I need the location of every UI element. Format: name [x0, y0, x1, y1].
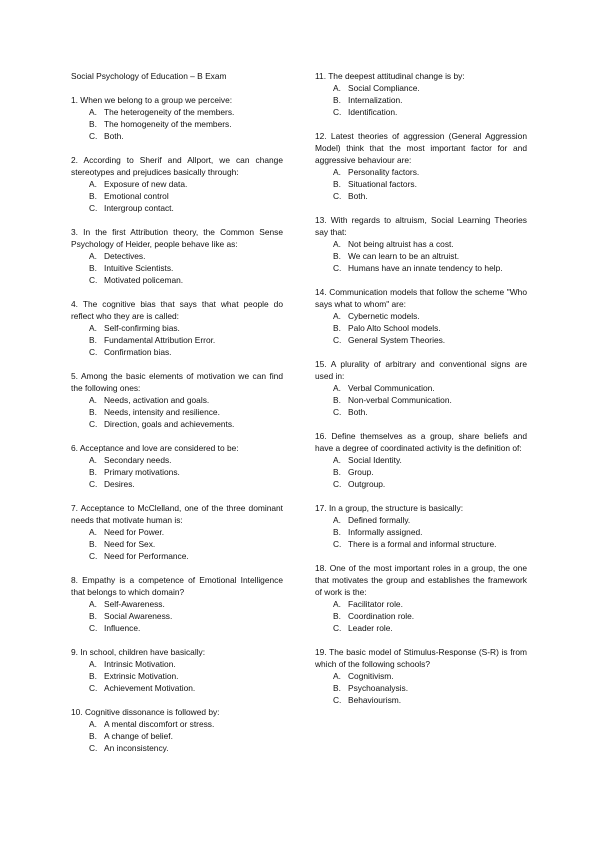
question-stem: 5. Among the basic elements of motivation we can find the following ones: [71, 371, 283, 393]
option-letter: C. [89, 347, 98, 357]
option-text: Defined formally. [348, 515, 411, 525]
answer-option [71, 334, 283, 346]
answer-option [71, 454, 283, 466]
question-14 [315, 286, 527, 346]
answer-option [71, 682, 283, 694]
answer-option [71, 130, 283, 142]
question-7 [71, 502, 283, 562]
option-letter: C. [333, 107, 342, 117]
question-11 [315, 70, 527, 118]
option-text: Outgroup. [348, 479, 386, 489]
question-15 [315, 358, 527, 418]
answer-option [315, 478, 527, 490]
question-stem: 4. The cognitive bias that says that what people do reflect who they are is called: [71, 299, 283, 321]
answer-option [71, 322, 283, 334]
option-letter: B. [333, 611, 341, 621]
answer-option [71, 742, 283, 754]
answer-option [315, 106, 527, 118]
question-2 [71, 154, 283, 214]
question-10 [71, 706, 283, 754]
option-text: Needs, activation and goals. [104, 395, 210, 405]
answer-option [315, 238, 527, 250]
answer-option [315, 166, 527, 178]
option-letter: C. [89, 203, 98, 213]
option-text: Social Identity. [348, 455, 402, 465]
question-stem: 19. The basic model of Stimulus-Response (S-R) is from which of the following schools? [315, 647, 527, 669]
option-text: Motivated policeman. [104, 275, 184, 285]
answer-option [71, 250, 283, 262]
option-letter: B. [333, 467, 341, 477]
option-letter: A. [89, 455, 97, 465]
answer-option [71, 178, 283, 190]
question-18 [315, 562, 527, 634]
option-letter: C. [89, 743, 98, 753]
option-letter: B. [333, 95, 341, 105]
option-letter: B. [333, 251, 341, 261]
option-letter: B. [89, 191, 97, 201]
option-letter: A. [89, 179, 97, 189]
answer-option [315, 538, 527, 550]
option-letter: C. [333, 407, 342, 417]
option-letter: B. [333, 179, 341, 189]
question-8 [71, 574, 283, 634]
answer-option [315, 310, 527, 322]
option-letter: B. [89, 407, 97, 417]
option-text: Need for Performance. [104, 551, 189, 561]
option-text: Verbal Communication. [348, 383, 435, 393]
option-text: Both. [348, 191, 368, 201]
question-stem: 14. Communication models that follow the scheme "Who says what to whom" are: [315, 287, 527, 309]
answer-option [71, 610, 283, 622]
option-text: Psychoanalysis. [348, 683, 409, 693]
answer-option [315, 250, 527, 262]
answer-option [71, 658, 283, 670]
option-text: Primary motivations. [104, 467, 180, 477]
answer-option [315, 598, 527, 610]
option-text: The homogeneity of the members. [104, 119, 232, 129]
option-letter: C. [333, 479, 342, 489]
option-text: We can learn to be an altruist. [348, 251, 460, 261]
answer-option [315, 334, 527, 346]
question-stem: 15. A plurality of arbitrary and conventional signs are used in: [315, 359, 527, 381]
answer-option [71, 670, 283, 682]
option-text: Both. [348, 407, 368, 417]
question-19 [315, 646, 527, 706]
right-column [315, 70, 527, 718]
question-3 [71, 226, 283, 286]
option-letter: C. [89, 419, 98, 429]
option-text: Facilitator role. [348, 599, 403, 609]
option-letter: C. [333, 695, 342, 705]
option-text: Cognitivism. [348, 671, 394, 681]
option-text: Cybernetic models. [348, 311, 420, 321]
option-letter: A. [89, 395, 97, 405]
option-text: Intuitive Scientists. [104, 263, 174, 273]
option-letter: B. [89, 263, 97, 273]
option-letter: A. [89, 599, 97, 609]
option-text: Non-verbal Communication. [348, 395, 452, 405]
question-stem: 16. Define themselves as a group, share beliefs and have a degree of coordinated activity is the definition of: [315, 431, 527, 453]
option-text: Achievement Motivation. [104, 683, 196, 693]
option-text: Need for Sex. [104, 539, 156, 549]
question-12 [315, 130, 527, 202]
answer-option [71, 718, 283, 730]
question-stem: 1. When we belong to a group we perceive: [71, 95, 233, 105]
question-stem: 10. Cognitive dissonance is followed by: [71, 707, 220, 717]
option-text: Need for Power. [104, 527, 165, 537]
question-stem: 7. Acceptance to McClelland, one of the three dominant needs that motivate human is: [71, 503, 283, 525]
option-text: Both. [104, 131, 124, 141]
answer-option [71, 106, 283, 118]
option-text: There is a formal and informal structure. [348, 539, 497, 549]
answer-option [71, 730, 283, 742]
option-letter: A. [89, 251, 97, 261]
answer-option [315, 514, 527, 526]
left-column [71, 70, 283, 766]
answer-option [315, 670, 527, 682]
option-text: Behaviourism. [348, 695, 402, 705]
answer-option [71, 466, 283, 478]
option-text: Not being altruist has a cost. [348, 239, 454, 249]
answer-option [71, 394, 283, 406]
answer-option [315, 526, 527, 538]
question-stem: 2. According to Sherif and Allport, we can change stereotypes and prejudices basically through: [71, 155, 283, 177]
question-stem: 3. In the first Attribution theory, the Common Sense Psychology of Heider, people behave like as: [71, 227, 283, 249]
answer-option [71, 118, 283, 130]
question-stem: 18. One of the most important roles in a group, the one that motivates the group and establishes the framework of work is the: [315, 563, 527, 597]
option-text: Self-Awareness. [104, 599, 165, 609]
option-text: Confirmation bias. [104, 347, 172, 357]
question-stem: 9. In school, children have basically: [71, 647, 206, 657]
option-text: Desires. [104, 479, 135, 489]
answer-option [315, 82, 527, 94]
option-text: Informally assigned. [348, 527, 423, 537]
answer-option [71, 262, 283, 274]
option-letter: C. [89, 275, 98, 285]
answer-option [315, 190, 527, 202]
option-text: Internalization. [348, 95, 403, 105]
option-text: Group. [348, 467, 374, 477]
option-text: Emotional control [104, 191, 169, 201]
option-text: Social Compliance. [348, 83, 420, 93]
answer-option [315, 322, 527, 334]
option-text: The heterogeneity of the members. [104, 107, 235, 117]
option-text: Leader role. [348, 623, 393, 633]
option-text: Intrinsic Motivation. [104, 659, 176, 669]
answer-option [71, 478, 283, 490]
question-stem: 11. The deepest attitudinal change is by: [315, 71, 465, 81]
question-9 [71, 646, 283, 694]
question-stem: 13. With regards to altruism, Social Learning Theories say that: [315, 215, 527, 237]
answer-option [315, 610, 527, 622]
answer-option [315, 682, 527, 694]
answer-option [315, 394, 527, 406]
answer-option [71, 526, 283, 538]
answer-option [71, 346, 283, 358]
option-letter: B. [333, 683, 341, 693]
question-stem: 6. Acceptance and love are considered to be: [71, 443, 239, 453]
option-text: Secondary needs. [104, 455, 172, 465]
option-text: Coordination role. [348, 611, 415, 621]
answer-option [315, 262, 527, 274]
option-text: Identification. [348, 107, 398, 117]
answer-option [71, 406, 283, 418]
question-4 [71, 298, 283, 358]
option-letter: B. [89, 119, 97, 129]
option-text: Influence. [104, 623, 141, 633]
answer-option [71, 190, 283, 202]
option-text: Social Awareness. [104, 611, 173, 621]
option-letter: B. [333, 323, 341, 333]
option-letter: A. [333, 383, 341, 393]
option-letter: B. [89, 611, 97, 621]
option-letter: A. [89, 719, 97, 729]
option-letter: C. [333, 263, 342, 273]
answer-option [315, 406, 527, 418]
option-letter: B. [89, 539, 97, 549]
option-letter: A. [333, 83, 341, 93]
question-1 [71, 94, 283, 142]
option-text: Direction, goals and achievements. [104, 419, 235, 429]
answer-option [71, 622, 283, 634]
option-text: General System Theories. [348, 335, 446, 345]
option-letter: B. [333, 527, 341, 537]
option-text: Fundamental Attribution Error. [104, 335, 216, 345]
answer-option [315, 94, 527, 106]
option-letter: C. [333, 335, 342, 345]
question-17 [315, 502, 527, 550]
question-13 [315, 214, 527, 274]
option-letter: C. [89, 683, 98, 693]
answer-option [71, 418, 283, 430]
option-letter: A. [333, 311, 341, 321]
option-letter: A. [333, 239, 341, 249]
option-letter: A. [333, 599, 341, 609]
option-letter: A. [89, 659, 97, 669]
option-letter: B. [89, 731, 97, 741]
option-letter: A. [333, 671, 341, 681]
option-text: A mental discomfort or stress. [104, 719, 215, 729]
option-letter: A. [333, 515, 341, 525]
answer-option [315, 178, 527, 190]
question-stem: 17. In a group, the structure is basically: [315, 503, 464, 513]
question-5 [71, 370, 283, 430]
question-16 [315, 430, 527, 490]
answer-option [71, 550, 283, 562]
option-text: An inconsistency. [104, 743, 169, 753]
option-letter: B. [89, 671, 97, 681]
option-letter: B. [89, 467, 97, 477]
option-text: Extrinsic Motivation. [104, 671, 179, 681]
option-text: Situational factors. [348, 179, 417, 189]
option-text: Exposure of new data. [104, 179, 188, 189]
option-text: Self-confirming bias. [104, 323, 180, 333]
answer-option [315, 382, 527, 394]
option-letter: C. [89, 551, 98, 561]
option-letter: A. [333, 455, 341, 465]
option-text: A change of belief. [104, 731, 173, 741]
answer-option [71, 598, 283, 610]
option-letter: C. [333, 623, 342, 633]
option-text: Detectives. [104, 251, 146, 261]
answer-option [71, 274, 283, 286]
option-letter: C. [89, 623, 98, 633]
option-text: Needs, intensity and resilience. [104, 407, 220, 417]
answer-option [315, 466, 527, 478]
answer-option [315, 622, 527, 634]
option-letter: A. [89, 527, 97, 537]
option-letter: C. [89, 131, 98, 141]
question-6 [71, 442, 283, 490]
answer-option [315, 694, 527, 706]
option-letter: B. [89, 335, 97, 345]
option-letter: A. [333, 167, 341, 177]
exam-title: Social Psychology of Education – B Exam [71, 71, 227, 81]
answer-option [71, 538, 283, 550]
answer-option [315, 454, 527, 466]
option-letter: C. [333, 539, 342, 549]
option-text: Personality factors. [348, 167, 420, 177]
option-letter: B. [333, 395, 341, 405]
option-letter: A. [89, 323, 97, 333]
option-letter: C. [89, 479, 98, 489]
option-letter: A. [89, 107, 97, 117]
question-stem: 8. Empathy is a competence of Emotional Intelligence that belongs to which domain? [71, 575, 283, 597]
option-text: Humans have an innate tendency to help. [348, 263, 503, 273]
question-stem: 12. Latest theories of aggression (General Aggression Model) think that the most important factor for and aggressive behaviour are: [315, 131, 527, 165]
option-letter: C. [333, 191, 342, 201]
option-text: Intergroup contact. [104, 203, 174, 213]
answer-option [71, 202, 283, 214]
option-text: Palo Alto School models. [348, 323, 441, 333]
